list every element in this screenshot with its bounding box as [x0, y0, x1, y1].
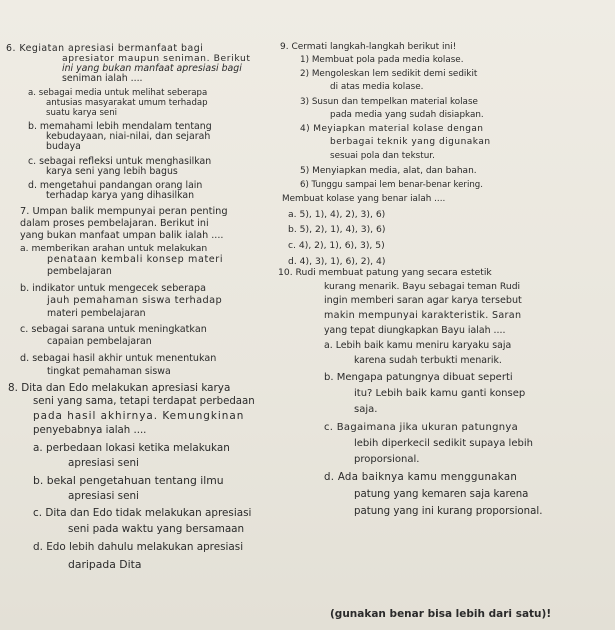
q6-line: kebudayaan, niai-nilai, dan sejarah	[46, 131, 211, 142]
q7-line: penataan kembali konsep materi	[47, 254, 224, 265]
q8-line: seni pada waktu yang bersamaan	[68, 523, 245, 535]
q7-line: 7. Umpan balik mempunyai peran penting	[20, 206, 228, 217]
footer-instruction: (gunakan benar bisa lebih dari satu)!	[330, 608, 552, 620]
q10-line: yang tepat diungkapkan Bayu ialah ....	[324, 325, 506, 336]
q9-line: pada media yang sudah disiapkan.	[330, 110, 484, 120]
q9-option-a: a. 5), 1), 4), 2), 3), 6)	[288, 209, 386, 220]
q7-line: pembelajaran	[47, 266, 112, 277]
q6-line: suatu karya seni	[46, 108, 118, 118]
q6-line: antusias masyarakat umum terhadap	[46, 98, 208, 108]
q9-line: Membuat kolase yang benar ialah ....	[282, 194, 446, 204]
q10-option-c: c. Bagaimana jika ukuran patungnya	[324, 422, 519, 433]
q9-step-5: 5) Menyiapkan media, alat, dan bahan.	[300, 166, 477, 176]
q8-line: daripada Dita	[68, 558, 142, 571]
q8-line: apresiasi seni	[68, 457, 139, 469]
q7-line: yang bukan manfaat umpan balik ialah ....	[20, 230, 224, 241]
q8-option-c: c. Dita dan Edo tidak melakukan apresiasi	[33, 507, 252, 519]
q6-line: seniman ialah ....	[62, 73, 143, 84]
q6-line: ini yang bukan manfaat apresiasi bagi	[62, 63, 242, 74]
q6-option-a: a. sebagai media untuk melihat seberapa	[28, 88, 208, 98]
q10-option-b: b. Mengapa patungnya dibuat seperti	[324, 372, 513, 383]
q9-line: di atas media kolase.	[330, 82, 424, 92]
q6-option-b: b. memahami lebih mendalam tentang	[28, 121, 212, 132]
q8-option-a: a. perbedaan lokasi ketika melakukan	[33, 442, 230, 454]
q7-line: jauh pemahaman siswa terhadap	[47, 295, 223, 306]
q9-step-4: 4) Meyiapkan material kolase dengan	[300, 124, 484, 134]
q10-line: kurang menarik. Bayu sebagai teman Rudi	[324, 281, 521, 292]
q7-line: materi pembelajaran	[47, 308, 146, 319]
q8-option-b: b. bekal pengetahuan tentang ilmu	[33, 474, 224, 487]
q10-line: makin mempunyai karakteristik. Saran	[324, 310, 522, 321]
q10-line: 10. Rudi membuat patung yang secara estetik	[278, 267, 492, 278]
q10-line: saja.	[354, 404, 378, 415]
q9-line: sesuai pola dan tekstur.	[330, 151, 435, 161]
q6-option-c: c. sebagai refleksi untuk menghasilkan	[28, 156, 212, 167]
q10-line: patung yang ini kurang proporsional.	[354, 506, 543, 517]
q10-option-a: a. Lebih baik kamu meniru karyaku saja	[324, 340, 512, 351]
q8-line: 8. Dita dan Edo melakukan apresiasi karya	[8, 382, 231, 394]
q6-line: budaya	[46, 141, 81, 152]
q8-line: apresiasi seni	[68, 490, 139, 502]
q10-line: ingin memberi saran agar karya tersebut	[324, 295, 522, 306]
q7-option-b: b. indikator untuk mengecek seberapa	[20, 283, 206, 294]
q8-line: seni yang sama, tetapi terdapat perbedaan	[33, 396, 255, 407]
q10-line: lebih diperkecil sedikit supaya lebih	[354, 438, 533, 449]
q9-line: berbagai teknik yang digunakan	[330, 137, 491, 147]
q9-step-2: 2) Mengoleskan lem sedikit demi sedikit	[300, 69, 478, 79]
q10-line: itu? Lebih baik kamu ganti konsep	[354, 388, 526, 399]
q6-line: terhadap karya yang dihasilkan	[46, 190, 195, 201]
q7-line: capaian pembelajaran	[47, 336, 152, 347]
q7-option-a: a. memberikan arahan untuk melakukan	[20, 243, 208, 254]
q7-line: tingkat pemahaman siswa	[47, 366, 171, 377]
q9-option-d: d. 4), 3), 1), 6), 2), 4)	[288, 256, 386, 267]
q10-line: karena sudah terbukti menarik.	[354, 355, 502, 366]
q6-line: karya seni yang lebih bagus	[46, 166, 178, 177]
q10-line: proporsional.	[354, 454, 420, 465]
q9-line: 9. Cermati langkah-langkah berikut ini!	[280, 42, 457, 52]
q9-option-c: c. 4), 2), 1), 6), 3), 5)	[288, 240, 385, 251]
q6-line: 6. Kegiatan apresiasi bermanfaat bagi	[6, 43, 204, 54]
q10-line: patung yang kemaren saja karena	[354, 489, 529, 500]
q6-option-d: d. mengetahui pandangan orang lain	[28, 180, 203, 191]
q8-option-d: d. Edo lebih dahulu melakukan apresiasi	[33, 541, 244, 553]
q9-step-3: 3) Susun dan tempelkan material kolase	[300, 97, 478, 107]
q9-step-6: 6) Tunggu sampai lem benar-benar kering.	[300, 180, 483, 190]
q10-option-d: d. Ada baiknya kamu menggunakan	[324, 472, 518, 483]
q7-option-d: d. sebagai hasil akhir untuk menentukan	[20, 353, 217, 364]
q8-line: penyebabnya ialah ....	[33, 425, 147, 436]
q7-line: dalam proses pembelajaran. Berikut ini	[20, 218, 209, 229]
q9-step-1: 1) Membuat pola pada media kolase.	[300, 55, 464, 65]
q8-line: pada hasil akhirnya. Kemungkinan	[33, 410, 245, 422]
q9-option-b: b. 5), 2), 1), 4), 3), 6)	[288, 224, 386, 235]
q6-line: apresiator maupun seniman. Berikut	[62, 53, 251, 64]
q7-option-c: c. sebagai sarana untuk meningkatkan	[20, 324, 207, 335]
